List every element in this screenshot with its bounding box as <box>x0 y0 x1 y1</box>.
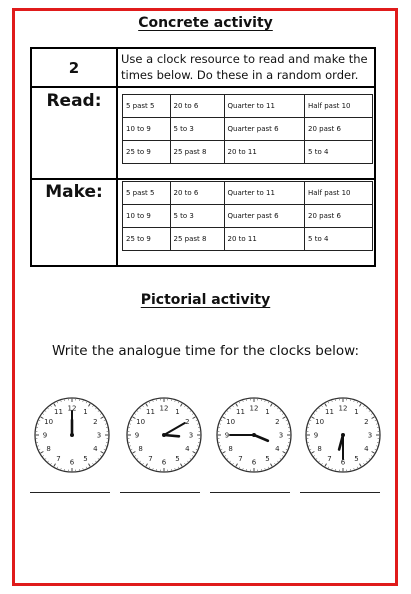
time-cell: 5 to 3 <box>170 205 224 228</box>
clock-numeral: 5 <box>83 454 88 463</box>
time-cell: 20 to 11 <box>224 141 305 164</box>
clock-numeral: 1 <box>175 408 180 417</box>
pictorial-activity-title: Pictorial activity <box>140 292 271 308</box>
clock-numeral: 4 <box>93 445 98 453</box>
clock-numeral: 2 <box>185 418 190 426</box>
clock-numeral: 9 <box>134 431 140 440</box>
time-cell: 20 to 6 <box>170 95 224 118</box>
column-divider <box>116 49 118 265</box>
time-cell: Half past 10 <box>305 182 373 205</box>
clock-numeral: 11 <box>54 408 63 417</box>
clock-numeral: 10 <box>226 418 236 426</box>
make-label: Make: <box>45 182 103 202</box>
time-cell: 20 past 6 <box>305 205 373 228</box>
clock-numeral: 7 <box>148 454 153 463</box>
clock-center <box>252 433 256 437</box>
time-cell: 25 past 8 <box>170 228 224 251</box>
answer-line[interactable] <box>300 492 380 493</box>
clock-numeral: 6 <box>340 458 346 467</box>
time-row <box>123 228 373 251</box>
time-cell: 5 past 5 <box>123 95 171 118</box>
answer-line[interactable] <box>210 492 290 493</box>
time-cell: 10 to 9 <box>123 118 171 141</box>
clock-numeral: 9 <box>313 431 319 440</box>
clock-numeral: 12 <box>159 404 169 413</box>
clock-numeral: 1 <box>354 408 359 417</box>
time-cell: 5 past 5 <box>123 182 171 205</box>
time-cell: 20 past 6 <box>305 118 373 141</box>
hour-hand <box>164 435 179 436</box>
clock-numeral: 10 <box>315 418 325 426</box>
clock-numeral: 12 <box>338 404 348 413</box>
time-cell: 25 past 8 <box>170 141 224 164</box>
answer-line[interactable] <box>30 492 110 493</box>
clock-numeral: 4 <box>275 445 280 453</box>
time-cell: 20 to 11 <box>224 228 305 251</box>
time-row <box>123 205 373 228</box>
make-times-table <box>122 181 373 251</box>
clock-numeral: 6 <box>161 458 167 467</box>
time-cell: Quarter past 6 <box>224 205 305 228</box>
clock-center <box>70 433 74 437</box>
time-row <box>123 118 373 141</box>
task-number: 2 <box>68 58 80 77</box>
clock-center <box>341 433 345 437</box>
pictorial-instruction: Write the analogue time for the clocks below: <box>51 343 360 359</box>
clock-numeral: 8 <box>138 445 143 453</box>
clock-numeral: 11 <box>236 408 245 417</box>
row-divider <box>32 86 374 88</box>
clock-face <box>124 395 204 475</box>
clock-numeral: 12 <box>67 404 77 413</box>
answer-line[interactable] <box>120 492 200 493</box>
clock-numeral: 11 <box>325 408 334 417</box>
clock-numeral: 11 <box>146 408 155 417</box>
task-instruction: Use a clock resource to read and make the times below. Do these in a random order. <box>121 52 368 82</box>
time-cell: 25 to 9 <box>123 141 171 164</box>
read-label: Read: <box>46 91 102 111</box>
clock-numeral: 2 <box>364 418 369 426</box>
clock-numeral: 9 <box>224 431 230 440</box>
time-cell: Quarter to 11 <box>224 95 305 118</box>
clock-numeral: 6 <box>69 458 75 467</box>
time-row <box>123 141 373 164</box>
clock-numeral: 2 <box>93 418 98 426</box>
time-cell: 5 to 4 <box>305 228 373 251</box>
clock-face <box>214 395 294 475</box>
clock-center <box>162 433 166 437</box>
time-cell: 20 to 6 <box>170 182 224 205</box>
clock-numeral: 7 <box>238 454 243 463</box>
clock-numeral: 9 <box>42 431 48 440</box>
clock-numeral: 7 <box>56 454 61 463</box>
clock-numeral: 10 <box>136 418 146 426</box>
clock-numeral: 3 <box>96 431 102 440</box>
clock-numeral: 2 <box>275 418 280 426</box>
time-cell: 5 to 3 <box>170 118 224 141</box>
clock-numeral: 4 <box>364 445 369 453</box>
clock-numeral: 3 <box>278 431 284 440</box>
clock-numeral: 6 <box>251 458 257 467</box>
read-times-table <box>122 94 373 164</box>
time-row <box>123 182 373 205</box>
concrete-activity-title: Concrete activity <box>138 15 273 31</box>
clock-numeral: 5 <box>265 454 270 463</box>
clock-row <box>0 395 411 475</box>
time-cell: 25 to 9 <box>123 228 171 251</box>
clock-numeral: 8 <box>228 445 233 453</box>
clock-numeral: 10 <box>44 418 54 426</box>
clock-face <box>32 395 112 475</box>
clock-numeral: 4 <box>185 445 190 453</box>
time-cell: Half past 10 <box>305 95 373 118</box>
clock-numeral: 8 <box>317 445 322 453</box>
activity-table <box>30 47 376 267</box>
clock-face <box>303 395 383 475</box>
clock-numeral: 5 <box>175 454 180 463</box>
clock-numeral: 12 <box>249 404 259 413</box>
clock-numeral: 3 <box>188 431 194 440</box>
time-cell: 10 to 9 <box>123 205 171 228</box>
clock-numeral: 1 <box>265 408 270 417</box>
time-row <box>123 95 373 118</box>
time-cell: Quarter to 11 <box>224 182 305 205</box>
clock-numeral: 8 <box>46 445 51 453</box>
row-divider <box>32 178 374 180</box>
time-cell: Quarter past 6 <box>224 118 305 141</box>
time-cell: 5 to 4 <box>305 141 373 164</box>
clock-numeral: 7 <box>327 454 332 463</box>
clock-numeral: 5 <box>354 454 359 463</box>
clock-numeral: 3 <box>367 431 373 440</box>
clock-numeral: 1 <box>83 408 88 417</box>
